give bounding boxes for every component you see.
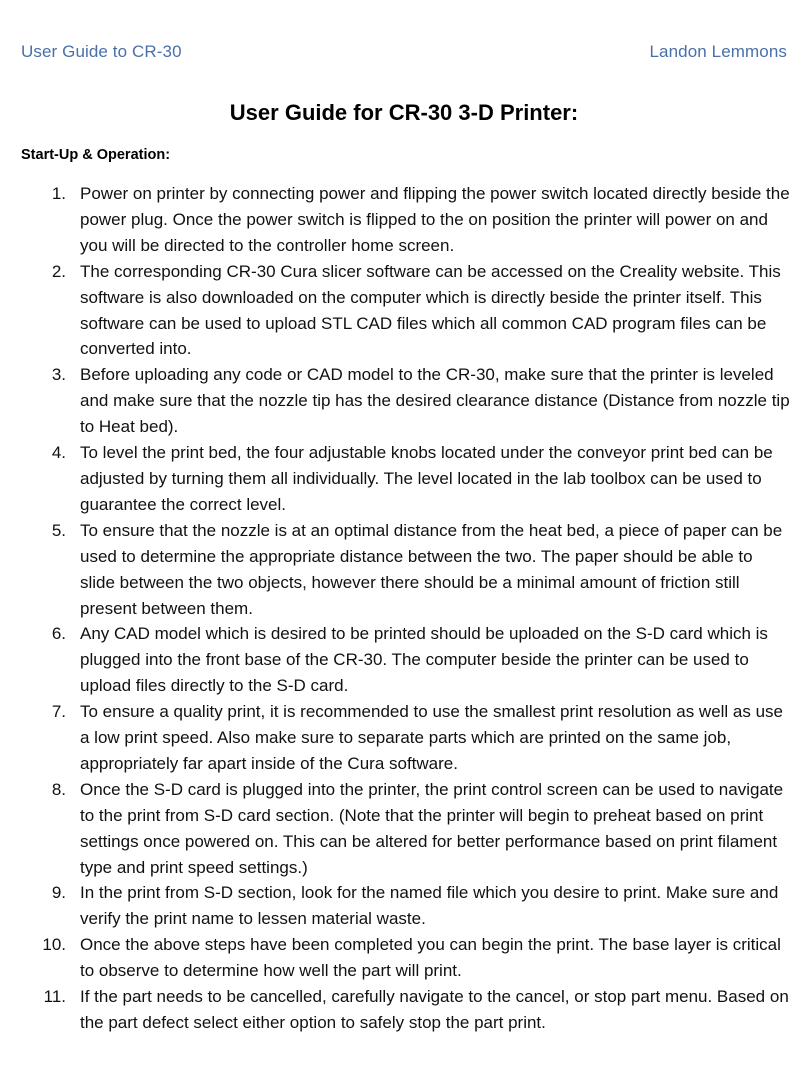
list-item [0,518,808,622]
step-number: 7. [51,702,66,722]
step-number: 4. [51,443,66,463]
step-text: Before uploading any code or CAD model to the CR-30, make sure that the printer is leveled and make sure that the nozzle tip has the desired clearance distance (Distance from nozzle tip to Heat bed). [80,365,790,437]
step-number: 2. [51,261,66,281]
list-item [0,259,808,363]
step-number: 6. [51,624,66,644]
step-text: Power on printer by connecting power and flipping the power switch located directly beside the power plug. Once the power switch is flipped to the on position the printer will power on and you will be directed to the controller home screen. [80,184,790,255]
step-text: Any CAD model which is desired to be printed should be uploaded on the S-D card which is plugged into the front base of the CR-30. The computer beside the printer can be used to upload files directly to the S-D card. [80,624,768,696]
list-item [0,362,808,440]
step-number: 5. [51,520,66,540]
list-item [0,181,808,259]
step-text: In the print from S-D section, look for the named file which you desire to print. Make sure and verify the print name to lessen material waste. [80,883,779,929]
step-text: To ensure that the nozzle is at an optimal distance from the heat bed, a piece of paper can be used to determine the appropriate distance between the two. The paper should be able to slide between the two objects, however there should be a minimal amount of friction still present between them. [80,520,783,618]
step-text: Once the above steps have been completed you can begin the print. The base layer is critical to observe to determine how well the part will print. [80,935,781,981]
list-item [0,932,808,984]
list-item [0,621,808,699]
step-text: To ensure a quality print, it is recommended to use the smallest print resolution as well as use a low print speed. Also make sure to separate parts which are printed on the same job, appropriately far apart inside of the Cura software. [80,702,784,773]
steps-list [0,181,808,1036]
step-text: If the part needs to be cancelled, carefully navigate to the cancel, or stop part menu. Based on the part defect select either option to safely stop the part print. [80,987,789,1032]
list-item [0,880,808,932]
step-number: 1. [51,184,66,203]
step-text: The corresponding CR-30 Cura slicer software can be accessed on the Creality website. This software is also downloaded on the computer which is directly beside the printer itself. This software can be used to upload STL CAD files which all common CAD program files can be converted into. [80,261,781,359]
step-number: 9. [51,883,66,903]
step-number: 10. [42,935,66,955]
step-text: To level the print bed, the four adjustable knobs located under the conveyor print bed can be adjusted by turning them all individually. The level located in the lab toolbox can be used to guarantee the correct level. [80,443,773,514]
list-item [0,984,808,1036]
step-text: Once the S-D card is plugged into the printer, the print control screen can be used to navigate to the print from S-D card section. (Note that the printer will begin to preheat based on print settings once powered on. This can be altered for better performance based on print filament type and print speed settings.) [80,779,784,877]
step-number: 8. [51,779,66,799]
step-number: 3. [51,365,66,385]
section-heading: Start-Up & Operation: [21,147,171,163]
header-author: Landon Lemmons [649,42,787,61]
list-item [0,440,808,518]
page-header [21,40,787,64]
header-document-title: User Guide to CR-30 [21,42,182,61]
list-item [0,777,808,881]
page-title: User Guide for CR-30 3-D Printer: [229,100,579,125]
list-item [0,699,808,777]
step-number: 11. [43,987,66,1007]
